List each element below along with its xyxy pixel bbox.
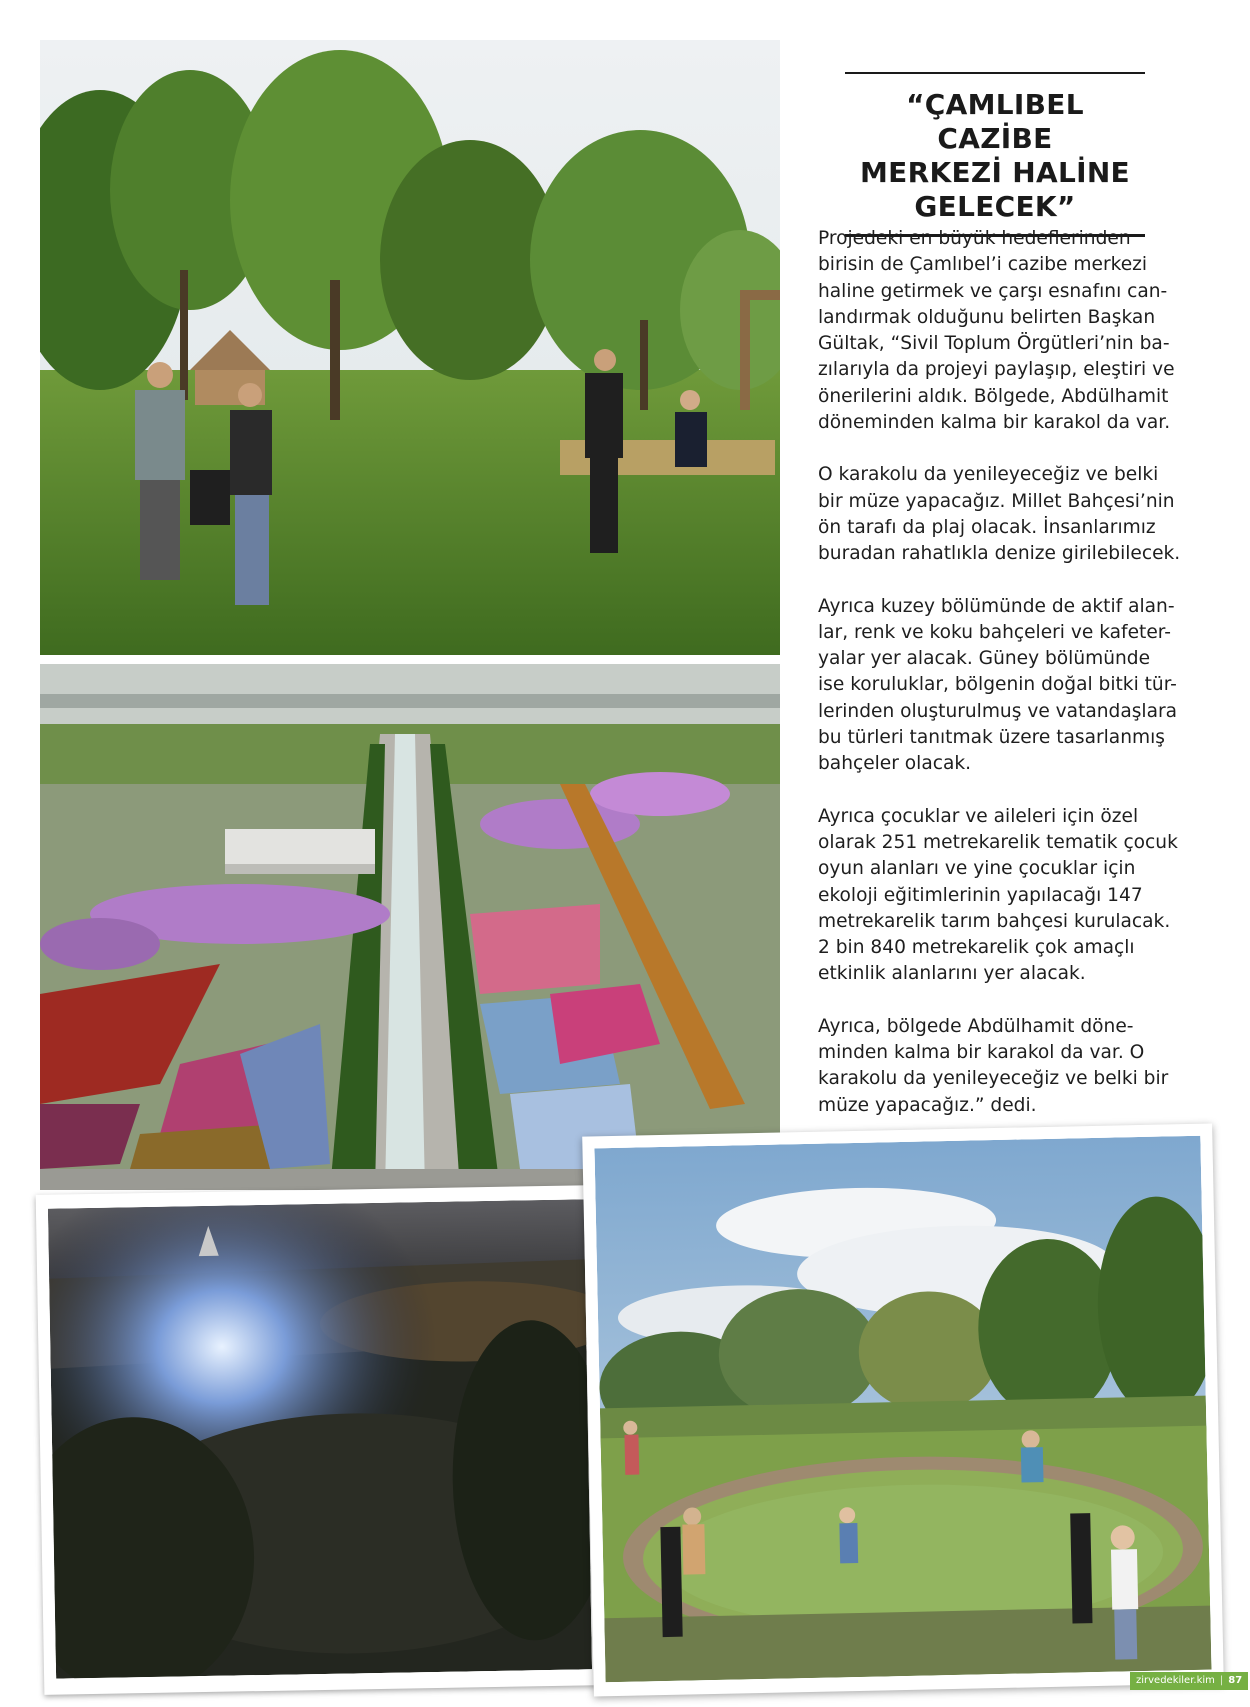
text-line: Ayrıca kuzey bölümünde de aktif alan- (818, 595, 1175, 617)
text-line: O karakolu da yenileyeceğiz ve belki (818, 464, 1159, 486)
aerial-garden-illustration (40, 664, 780, 1190)
text-line: döneminden kalma bir karakol da var. (818, 412, 1171, 434)
headline-line: “ÇAMLIBEL CAZİBE (906, 88, 1084, 155)
text-line: etkinlik alanlarını yer alacak. (818, 963, 1086, 985)
text-line: Gültak, “Sivil Toplum Örgütleri’nin ba- (818, 333, 1170, 355)
text-line: 2 bin 840 metrekarelik çok amaçlı (818, 937, 1135, 959)
article-body (818, 226, 1180, 1145)
text-line: olarak 251 metrekarelik tematik çocuk (818, 831, 1178, 853)
paragraph (818, 1014, 1180, 1119)
amphitheatre-photo-frame (582, 1123, 1224, 1696)
text-line: önerilerini aldık. Bölgede, Abdülhamit (818, 385, 1169, 407)
footer-site[interactable]: zirvedekiler.kim (1136, 1675, 1215, 1686)
amphitheatre-illustration (594, 1136, 1211, 1683)
paragraph (818, 804, 1180, 988)
text-line: Ayrıca çocuklar ve aileleri için özel (818, 805, 1139, 827)
text-line: ise koruluklar, bölgenin doğal bitki tür- (818, 674, 1177, 696)
text-line: ön tarafı da plaj olacak. İnsanlarımız (818, 516, 1156, 538)
text-line: bahçeler olacak. (818, 753, 972, 775)
headline-box (845, 72, 1145, 237)
headline (845, 88, 1145, 224)
headline-line: GELECEK” (914, 190, 1076, 223)
footer-separator: | (1219, 1675, 1224, 1686)
text-line: müze yapacağız.” dedi. (818, 1094, 1037, 1116)
text-line: oyun alanları ve yine çocuklar için (818, 858, 1136, 880)
aerial-garden-photo (40, 664, 780, 1190)
headline-line: MERKEZİ HALİNE (860, 156, 1130, 189)
park-render-illustration (40, 40, 780, 655)
text-line: minden kalma bir karakol da var. O (818, 1042, 1145, 1064)
text-line: haline getirmek ve çarşı esnafını can- (818, 280, 1168, 302)
text-line: bu türleri tanıtmak üzere tasarlanmış (818, 727, 1165, 749)
park-render-photo (40, 40, 780, 655)
text-line: lerinden oluşturulmuş ve vatandaşlara (818, 700, 1178, 722)
text-line: Ayrıca, bölgede Abdülhamit döne- (818, 1015, 1134, 1037)
text-line: zılarıyla da projeyi paylaşıp, eleştiri ve (818, 359, 1175, 381)
text-line: lar, renk ve koku bahçeleri ve kafeter- (818, 621, 1171, 643)
text-line: birisin de Çamlıbel’i cazibe merkezi (818, 254, 1148, 276)
amphitheatre-photo (594, 1136, 1211, 1683)
night-concert-photo (48, 1199, 592, 1678)
text-line: yalar yer alacak. Güney bölümünde (818, 648, 1151, 670)
paragraph (818, 594, 1180, 778)
night-concert-photo-frame (36, 1185, 605, 1695)
text-line: Projedeki en büyük hedeflerinden (818, 228, 1131, 249)
paragraph (818, 462, 1180, 567)
text-line: ekoloji eğitimlerinin yapılacağı 147 (818, 884, 1143, 906)
footer-page-tag (1130, 1672, 1248, 1690)
night-concert-illustration (48, 1199, 592, 1678)
text-line: landırmak olduğunu belirten Başkan (818, 306, 1156, 328)
text-line: bir müze yapacağız. Millet Bahçesi’nin (818, 490, 1175, 512)
text-line: karakolu da yenileyeceğiz ve belki bir (818, 1068, 1169, 1090)
paragraph (818, 226, 1180, 436)
page-number: 87 (1228, 1675, 1243, 1686)
text-line: metrekarelik tarım bahçesi kurulacak. (818, 910, 1171, 932)
text-line: buradan rahatlıkla denize girilebilecek. (818, 543, 1181, 565)
